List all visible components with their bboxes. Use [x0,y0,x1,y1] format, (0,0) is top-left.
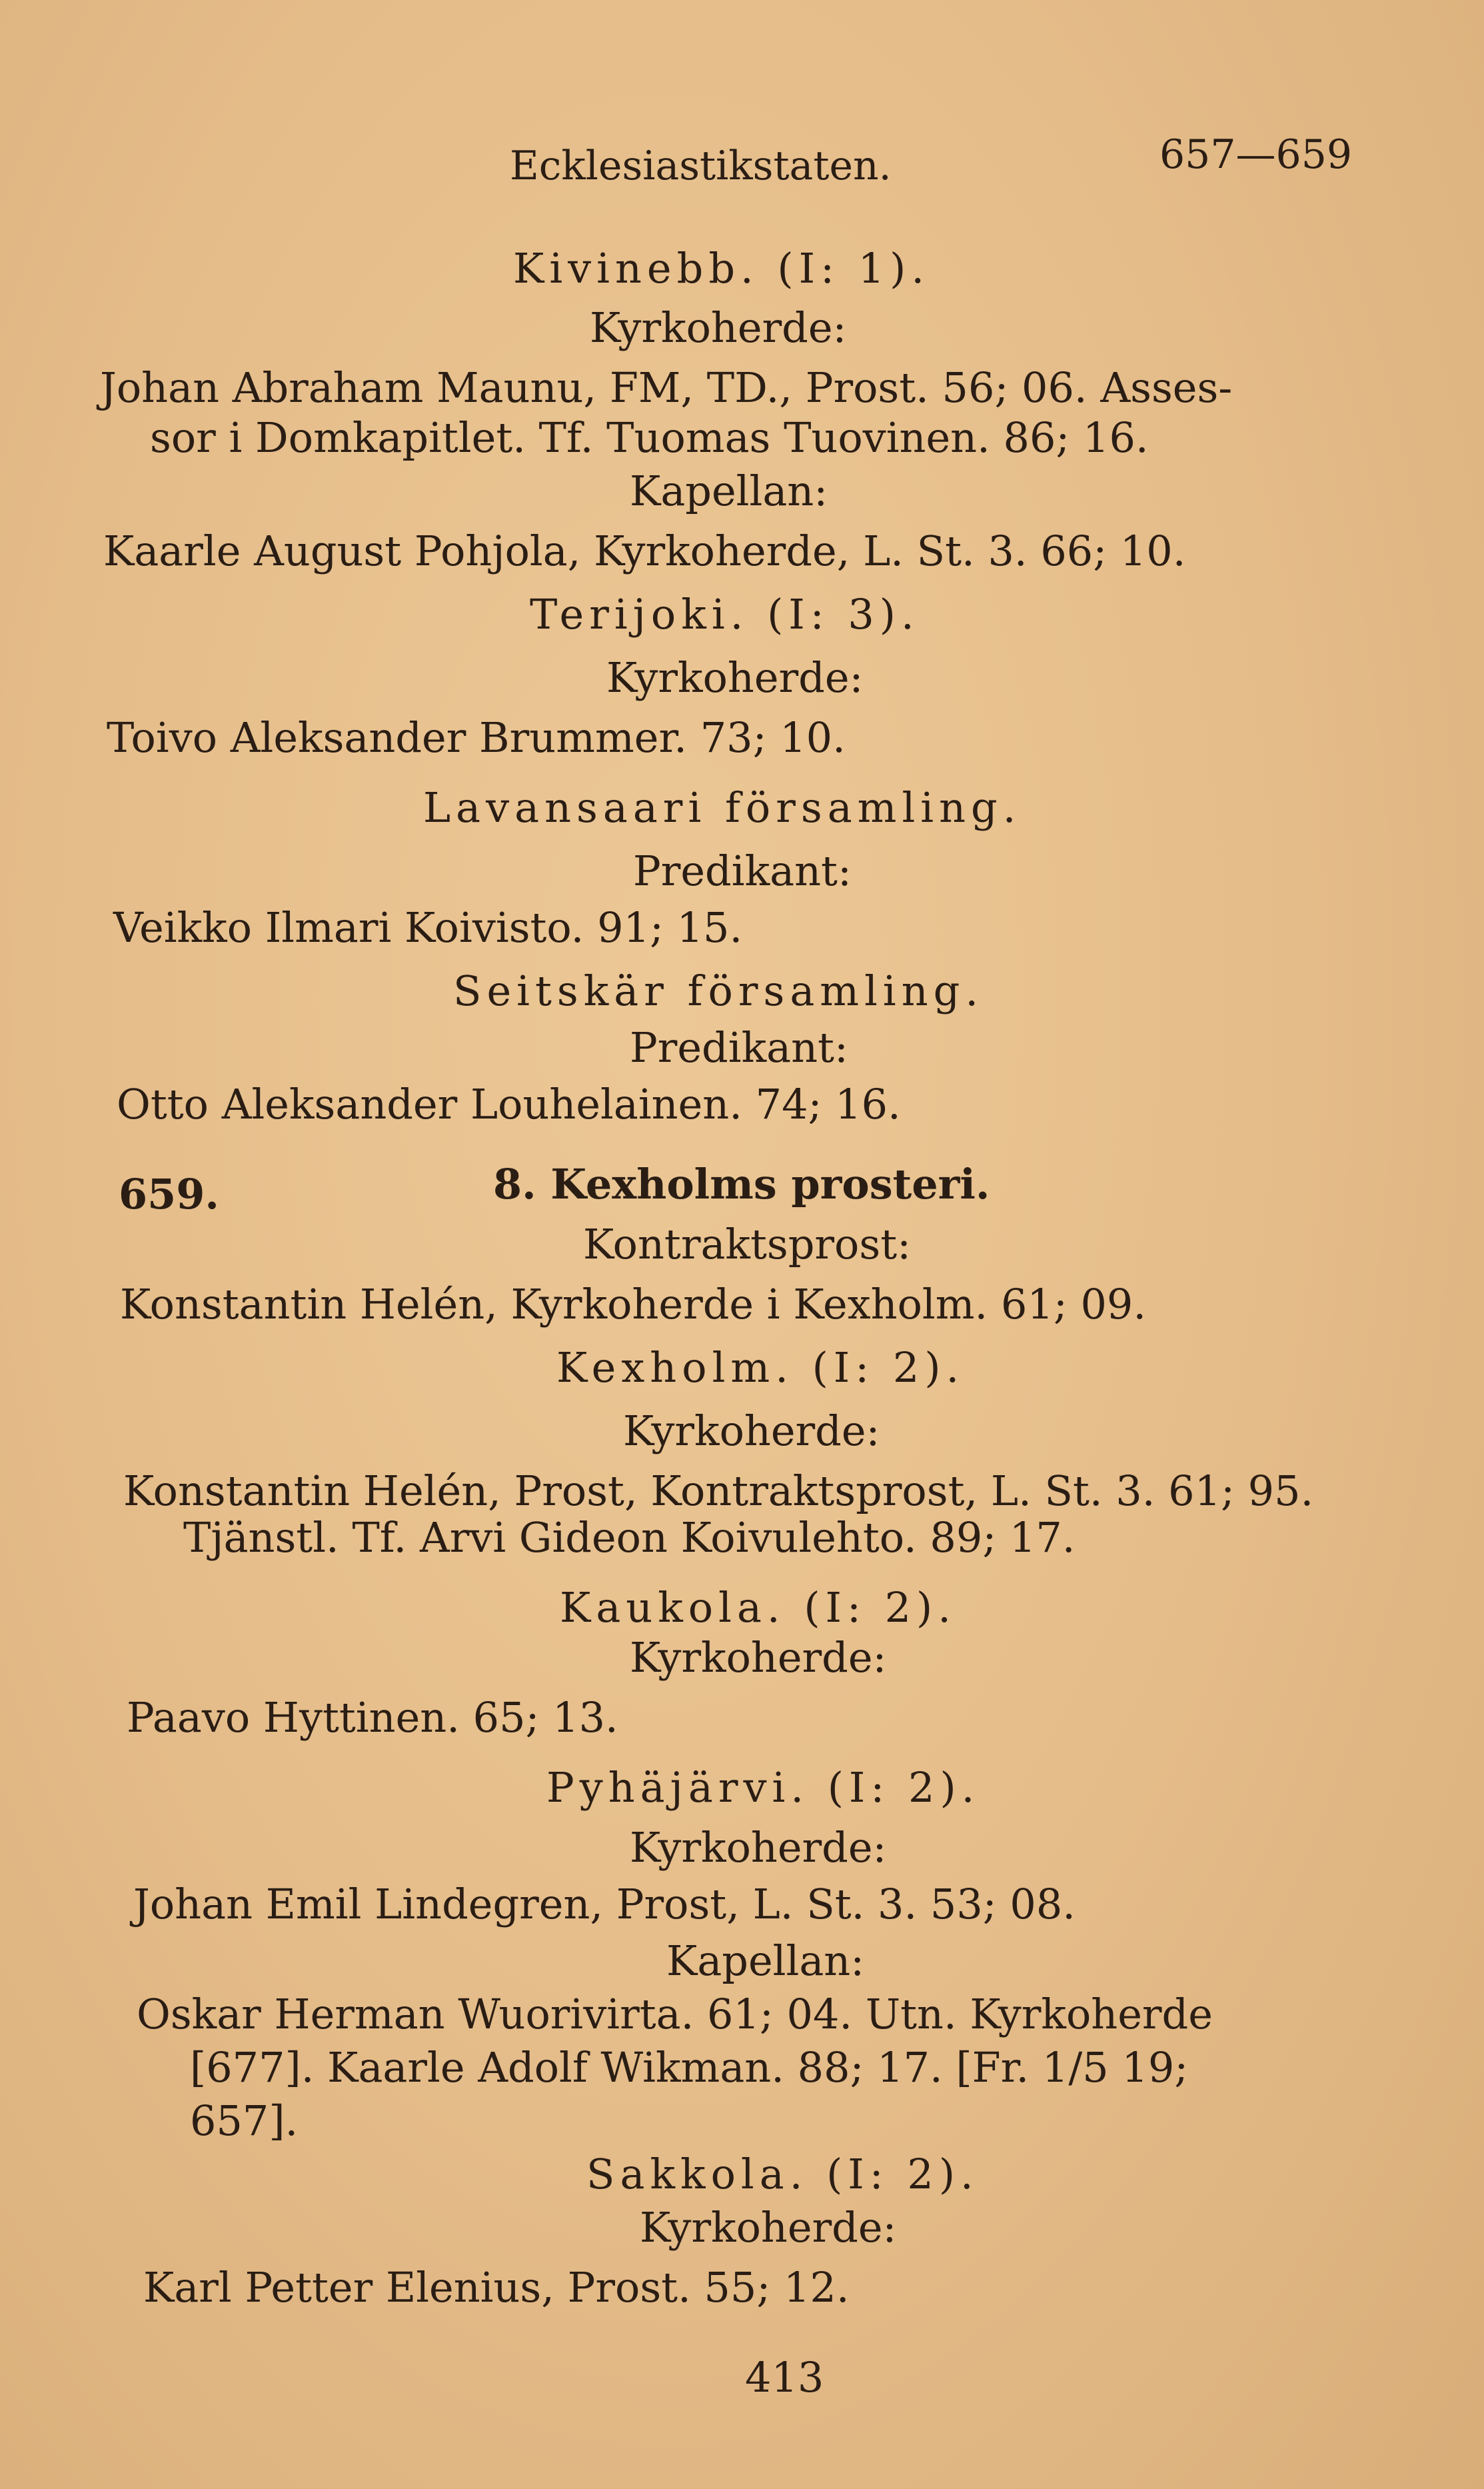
page-number: 413 [745,2353,824,2402]
role-label: Kyrkoherde: [630,1823,887,1872]
running-header-range: 657—659 [1159,131,1353,178]
person-entry: Kaarle August Pohjola, Kyrkoherde, L. St. 3. 66; 10. [103,527,1186,575]
parish-heading-kivinebb: Kivinebb. (I: 1). [513,244,930,293]
person-entry-continued: sor i Domkapitlet. Tf. Tuomas Tuovinen. 86; 16. [150,413,1149,462]
role-label: Predikant: [630,1023,848,1072]
person-entry: Konstantin Helén, Kyrkoherde i Kexholm. 61; 09. [120,1280,1147,1328]
parish-heading-seitskar: Seitskär församling. [453,967,984,1015]
role-label: Kyrkoherde: [630,1633,887,1682]
parish-heading-kaukola: Kaukola. (I: 2). [560,1583,956,1632]
person-entry-continued: [677]. Kaarle Adolf Wikman. 88; 17. [Fr. 1/5 19; [190,2043,1189,2092]
role-label: Kontraktsprost: [583,1220,912,1268]
person-entry: Veikko Ilmari Koivisto. 91; 15. [113,903,743,952]
person-entry-continued: 657]. [190,2096,299,2145]
section-number: 659. [119,1170,220,1219]
parish-heading-kexholm: Kexholm. (I: 2). [556,1343,965,1392]
person-entry: Johan Emil Lindegren, Prost, L. St. 3. 53; 08. [133,1880,1076,1928]
parish-heading-pyhajarvi: Pyhäjärvi. (I: 2). [546,1763,980,1812]
parish-heading-lavansaari: Lavansaari församling. [423,783,1022,832]
parish-heading-sakkola: Sakkola. (I: 2). [586,2150,979,2198]
person-entry: Otto Aleksander Louhelainen. 74; 16. [117,1080,901,1129]
person-entry-continued: Tjänstl. Tf. Arvi Gideon Koivulehto. 89; 17. [183,1513,1076,1562]
role-label: Predikant: [633,847,852,895]
person-entry: Oskar Herman Wuorivirta. 61; 04. Utn. Kyrkoherde [137,1990,1213,2038]
role-label: Kyrkoherde: [606,653,864,702]
person-entry: Karl Petter Elenius, Prost. 55; 12. [143,2263,850,2312]
person-entry: Johan Abraham Maunu, FM, TD., Prost. 56; 06. Asses- [100,363,1233,412]
parish-heading-terijoki: Terijoki. (I: 3). [530,590,920,639]
section-title: 8. Kexholms prosteri. [493,1160,990,1209]
person-entry: Paavo Hyttinen. 65; 13. [127,1693,618,1742]
person-entry: Konstantin Helén, Prost, Kontraktsprost, L. St. 3. 61; 95. [123,1466,1314,1515]
person-entry: Toivo Aleksander Brummer. 73; 10. [107,713,846,762]
running-header-title: Ecklesiastikstaten. [510,143,892,189]
role-label: Kapellan: [630,467,828,515]
role-label: Kyrkoherde: [640,2203,897,2252]
role-label: Kapellan: [666,1936,865,1985]
role-label: Kyrkoherde: [623,1406,880,1455]
role-label: Kyrkoherde: [590,303,847,352]
